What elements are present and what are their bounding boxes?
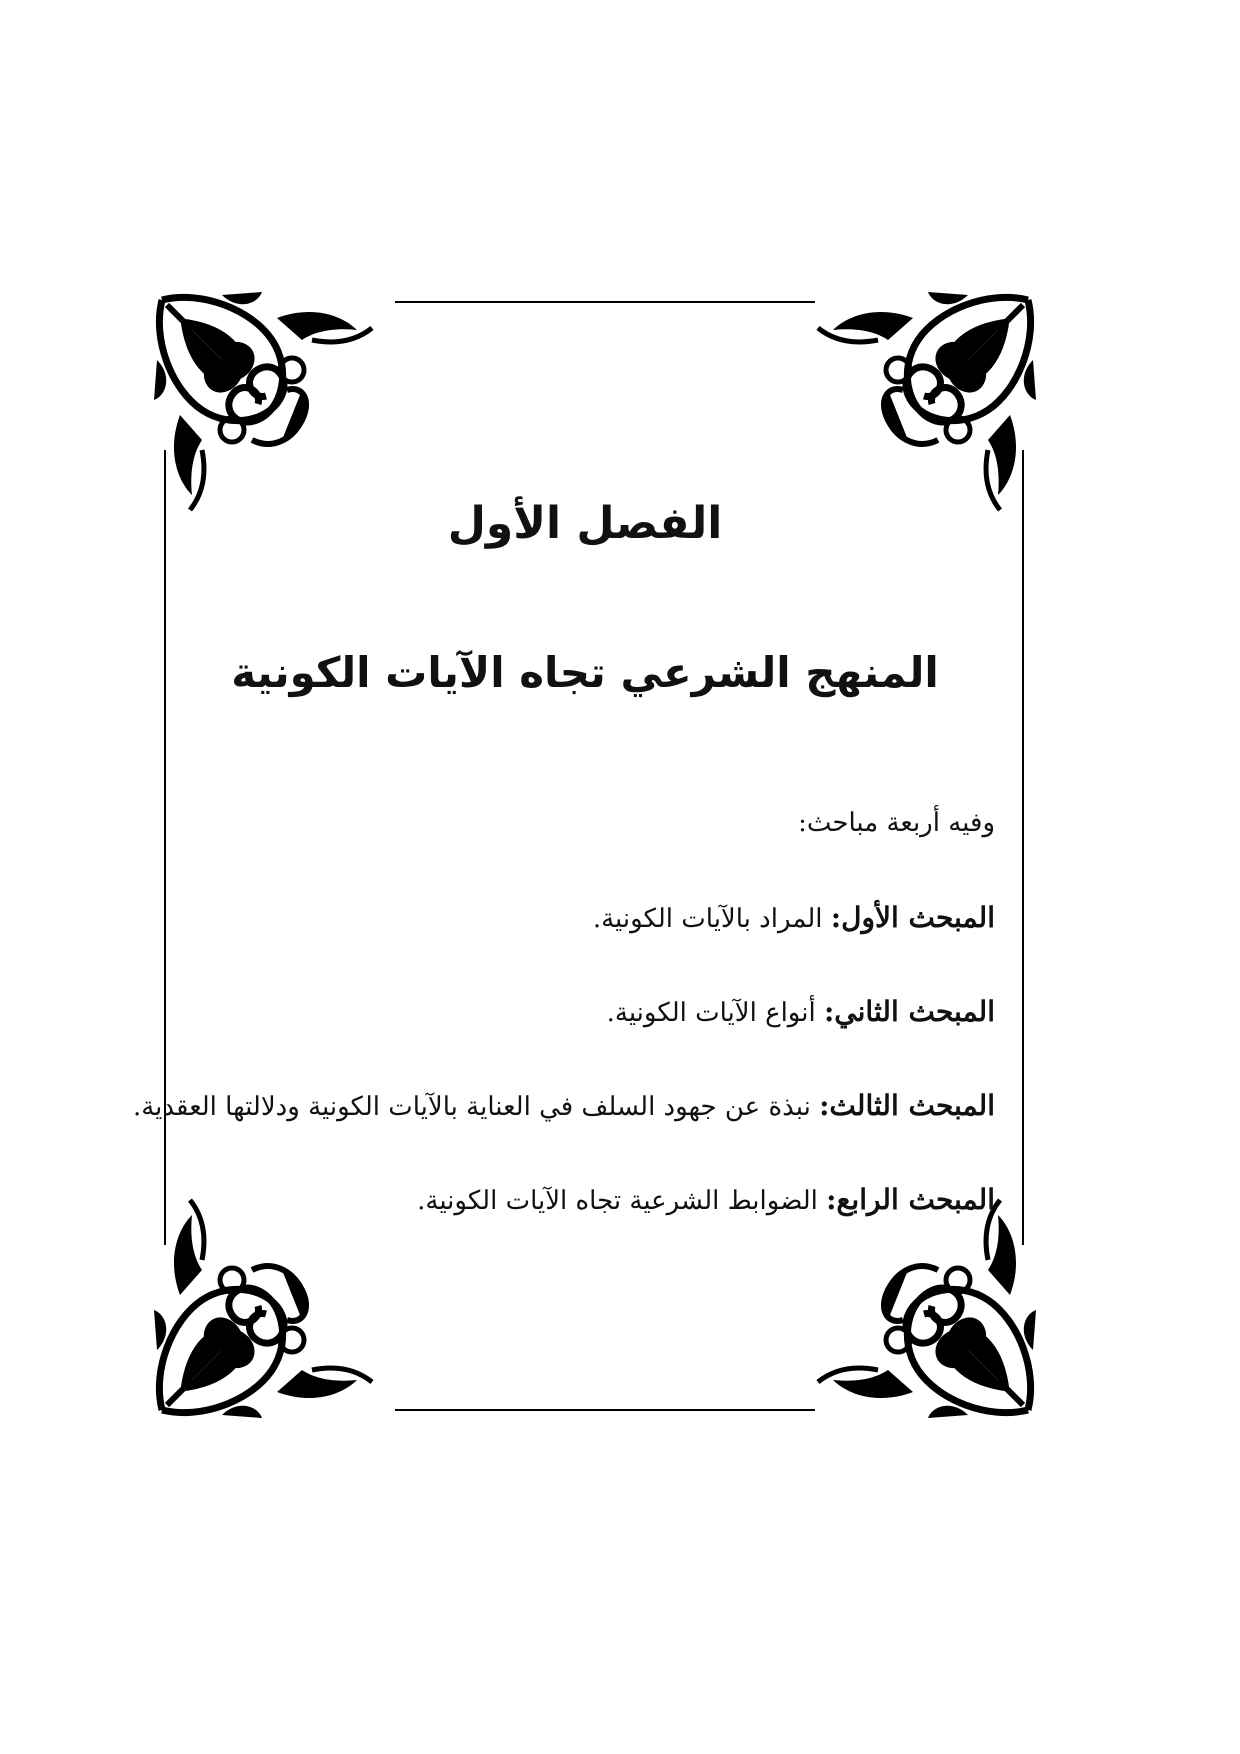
topic-label: المبحث الثاني:: [823, 995, 995, 1028]
topic-text: المراد بالآيات الكونية.: [592, 904, 831, 934]
topic-item: [133, 888, 995, 982]
intro-text: وفيه أربعة مباحث:: [798, 808, 995, 838]
topic-item: [133, 982, 995, 1076]
topic-list: [133, 888, 995, 1264]
topic-label: المبحث الأول:: [830, 901, 995, 934]
topic-label: المبحث الرابع:: [826, 1183, 995, 1216]
topic-text: الضوابط الشرعية تجاه الآيات الكونية.: [417, 1186, 827, 1216]
topic-item: [133, 1076, 995, 1170]
topic-text: أنواع الآيات الكونية.: [606, 998, 824, 1028]
chapter-title: الفصل الأول: [447, 498, 723, 549]
topic-label: المبحث الثالث:: [819, 1089, 995, 1122]
topic-text: نبذة عن جهود السلف في العناية بالآيات الكونية ودلالتها العقدية.: [132, 1092, 820, 1122]
chapter-subtitle: المنهج الشرعي تجاه الآيات الكونية: [231, 648, 939, 697]
topic-item: [133, 1170, 995, 1264]
